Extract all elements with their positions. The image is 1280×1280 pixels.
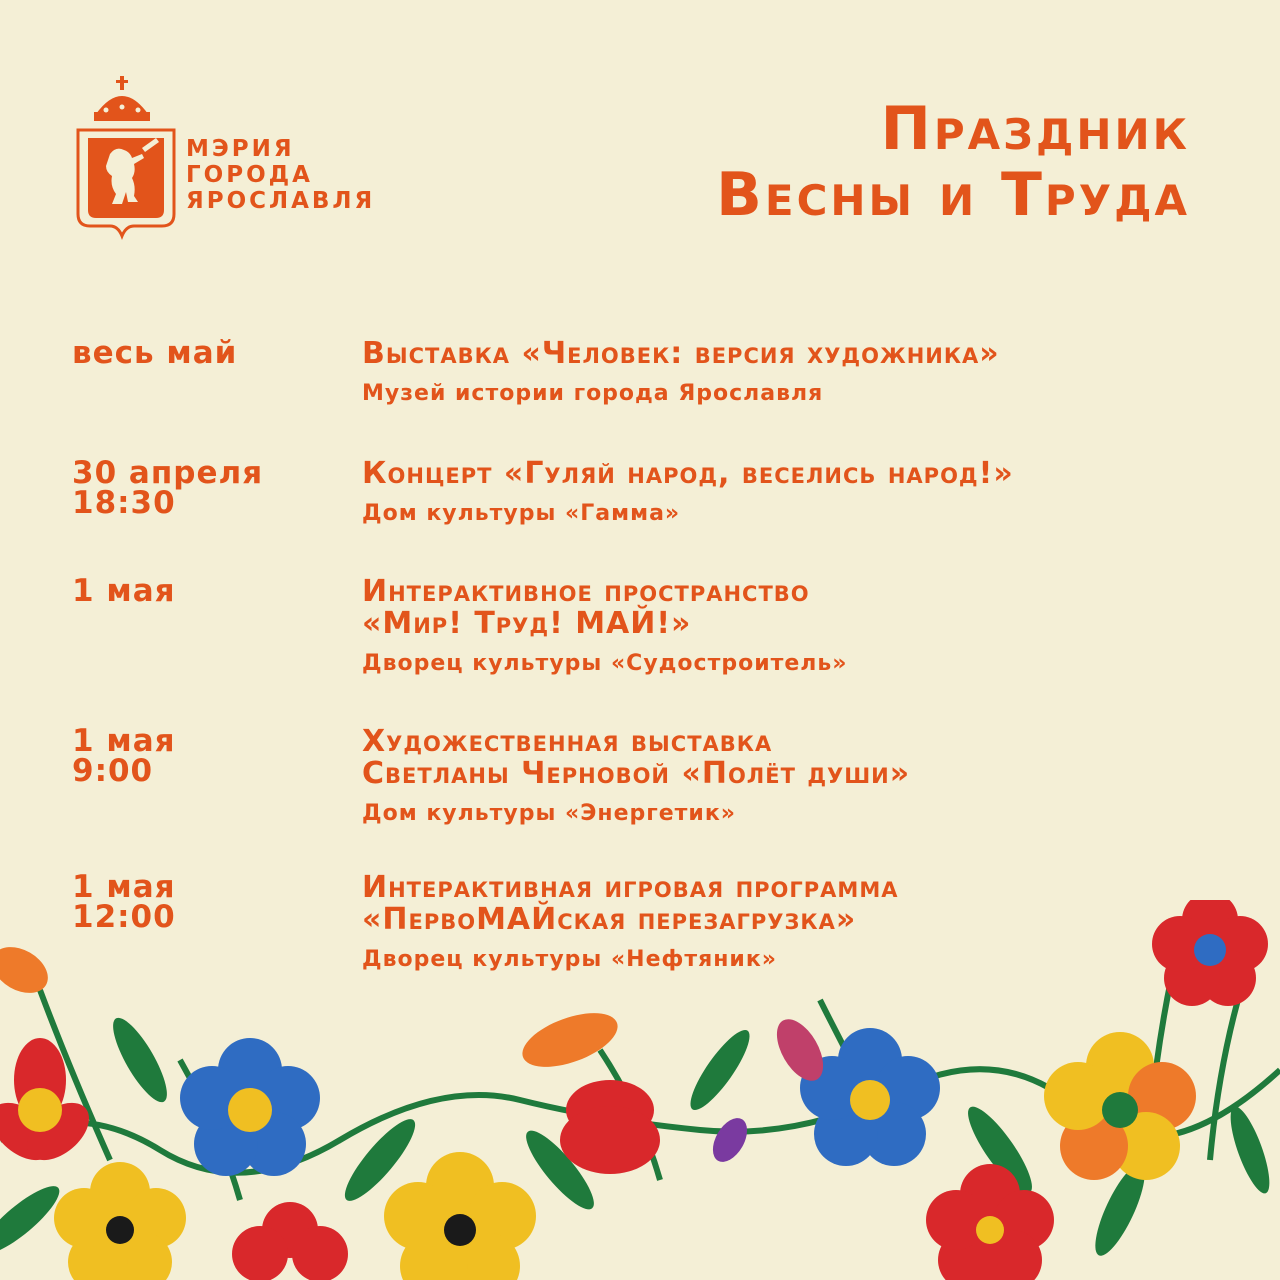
event-title: «Мир! Труд! МАЙ!» xyxy=(362,606,692,641)
event-time-text: 12:00 xyxy=(72,899,176,935)
flower-red-bottom xyxy=(926,1164,1054,1280)
event-date-text: весь май xyxy=(72,335,238,371)
event-item xyxy=(72,723,1232,872)
title-line-1: Праздник xyxy=(880,94,1190,164)
flower-red-center xyxy=(560,1080,660,1174)
flower-red-bottom-2 xyxy=(232,1202,348,1280)
event-time-text: 9:00 xyxy=(72,753,154,789)
event-title: Концерт «Гуляй народ, веселись народ!» xyxy=(362,456,1014,491)
event-info xyxy=(362,458,1232,528)
event-title: Интерактивная игровая программа xyxy=(362,870,899,905)
event-venue: Дом культуры «Гамма» xyxy=(362,501,681,526)
logo-line-2: ГОРОДА xyxy=(186,162,313,188)
flower-yellow-orange xyxy=(1044,1032,1196,1180)
logo-text xyxy=(186,136,375,214)
flower-yellow-1 xyxy=(54,1162,186,1280)
event-date xyxy=(72,455,342,521)
logo-line-1: МЭРИЯ xyxy=(186,136,295,162)
event-venue: Музей истории города Ярославля xyxy=(362,381,824,406)
event-date-text: 1 мая xyxy=(72,869,176,905)
flower-blue-bud xyxy=(706,1112,754,1168)
event-info xyxy=(362,726,1232,828)
event-date xyxy=(72,573,342,609)
event-title: Интерактивное пространство xyxy=(362,574,810,609)
event-venue: Дом культуры «Энергетик» xyxy=(362,801,736,826)
event-date xyxy=(72,335,342,371)
flower-yellow-2 xyxy=(384,1152,536,1280)
title-line-2: Весны и Труда xyxy=(716,160,1190,230)
event-date xyxy=(72,723,342,789)
flowers-decoration xyxy=(0,900,1280,1280)
event-title: «ПервоМАЙская перезагрузка» xyxy=(362,902,857,937)
event-title: Художественная выставка xyxy=(362,724,773,759)
event-item xyxy=(72,455,1232,576)
flower-blue-2 xyxy=(800,1028,940,1166)
event-info xyxy=(362,338,1232,408)
event-date-text: 30 апреля xyxy=(72,455,264,491)
event-venue: Дворец культуры «Нефтяник» xyxy=(362,947,777,972)
event-time-text: 18:30 xyxy=(72,485,176,521)
flower-orange-small xyxy=(0,938,56,1003)
event-item xyxy=(72,573,1232,726)
flower-blue-1 xyxy=(180,1038,320,1176)
flower-red-right xyxy=(1152,900,1268,1006)
event-date-text: 1 мая xyxy=(72,573,176,609)
event-info xyxy=(362,576,1232,678)
page-title xyxy=(716,96,1190,228)
event-title: Светланы Черновой «Полёт души» xyxy=(362,756,911,791)
event-venue: Дворец культуры «Судостроитель» xyxy=(362,651,848,676)
event-title: Выставка «Человек: версия художника» xyxy=(362,336,1000,371)
city-hall-logo xyxy=(76,74,406,244)
logo-line-3: ЯРОСЛАВЛЯ xyxy=(186,188,376,214)
coat-of-arms-icon xyxy=(76,74,176,244)
event-item xyxy=(72,335,1232,458)
event-date-text: 1 мая xyxy=(72,723,176,759)
